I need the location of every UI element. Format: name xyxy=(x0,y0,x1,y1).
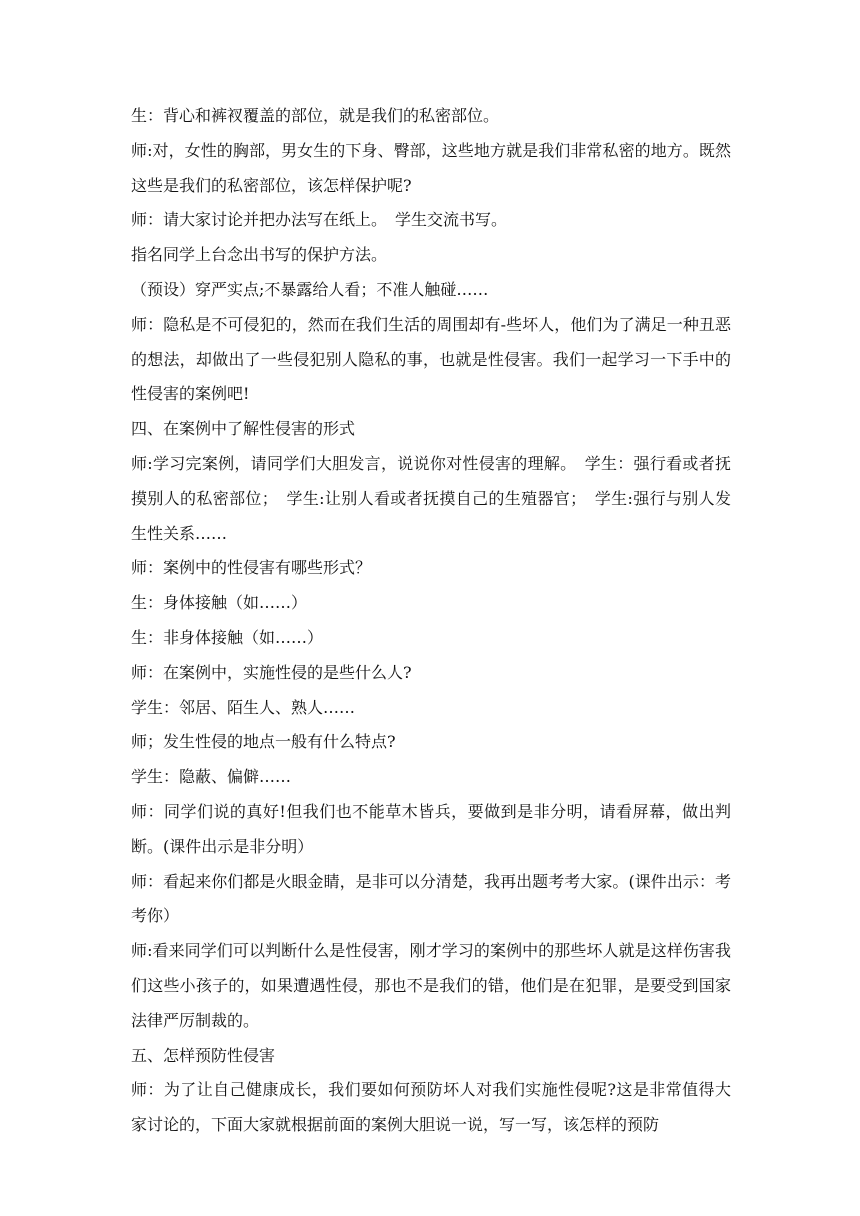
paragraph: （预设）穿严实点;不暴露给人看；不准人触碰…… xyxy=(131,279,489,299)
paragraph: 师：在案例中，实施性侵的是些什么人? xyxy=(131,662,412,682)
paragraph: 生：背心和裤衩覆盖的部位，就是我们的私密部位。 xyxy=(131,106,500,125)
paragraph: 师：隐私是不可侵犯的，然而在我们生活的周围却有-些坏人，他们为了满足一种丑恶的想法，却做出了一些侵犯别人隐私的事，也就是性侵害。我们一起学习一下手中的性侵害的案例吧! xyxy=(131,314,731,404)
paragraph: 师：请大家讨论并把办法写在纸上。 学生交流书写。 xyxy=(131,210,508,230)
paragraph: 学生：邻居、陌生人、熟人…… xyxy=(131,697,356,717)
section-heading: 五、怎样预防性侵害 xyxy=(131,1045,276,1065)
paragraph: 师：案例中的性侵害有哪些形式？ xyxy=(131,558,372,578)
paragraph: 生：身体接触（如……） xyxy=(131,593,308,613)
paragraph: 师:对，女性的胸部，男女生的下身、臀部，这些地方就是我们非常私密的地方。既然这些是我们的私密部位，该怎样保护呢? xyxy=(131,140,731,195)
document-body xyxy=(131,99,731,1143)
paragraph: 指名同学上台念出书写的保护方法。 xyxy=(131,245,388,265)
section-heading: 四、在案例中了解性侵害的形式 xyxy=(131,419,356,439)
paragraph: 师：同学们说的真好!但我们也不能草木皆兵，要做到是非分明，请看屏幕，做出判断。(课件出示是非分明） xyxy=(131,801,731,856)
paragraph: 师:学习完案例，请同学们大胆发言，说说你对性侵害的理解。 学生：强行看或者抚摸别人的私密部位； 学生:让别人看或者抚摸自己的生殖器官； 学生:强行与别人发生性关系…… xyxy=(131,453,731,543)
paragraph: 师:看来同学们可以判断什么是性侵害，刚才学习的案例中的那些坏人就是这样伤害我们这些小孩子的，如果遭遇性侵，那也不是我们的错，他们是在犯罪，是要受到国家法律严厉制裁的。 xyxy=(131,941,731,1030)
paragraph: 师：为了让自己健康成长，我们要如何预防坏人对我们实施性侵呢?这是非常值得大家讨论的，下面大家就根据前面的案例大胆说一说，写一写，该怎样的预防 xyxy=(131,1080,731,1135)
paragraph: 师；发生性侵的地点一般有什么特点? xyxy=(131,732,396,752)
paragraph: 学生：隐蔽、偏僻…… xyxy=(131,767,292,787)
paragraph: 师：看起来你们都是火眼金睛，是非可以分清楚，我再出题考考大家。(课件出示：考考你） xyxy=(131,871,731,926)
paragraph: 生：非身体接触（如……） xyxy=(131,627,324,647)
